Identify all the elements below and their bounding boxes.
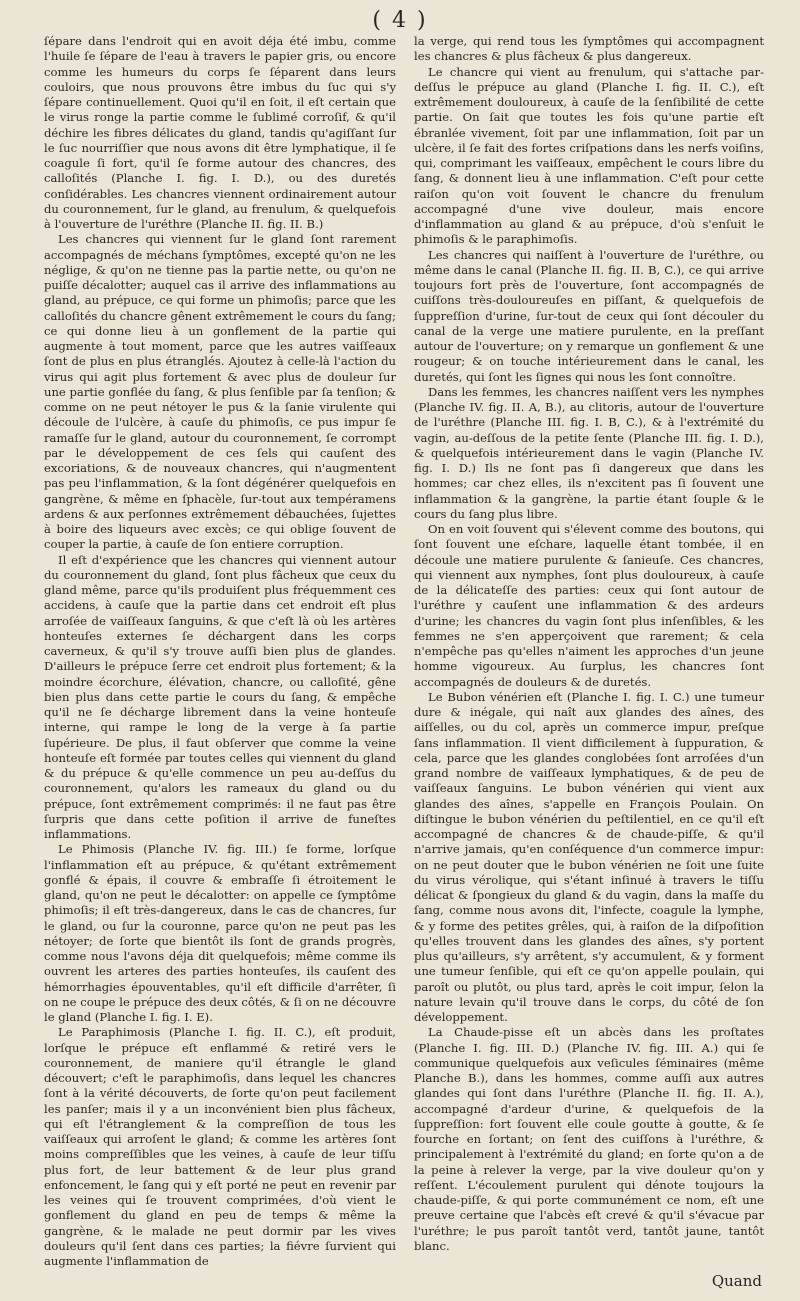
paragraph: la verge, qui rend tous les ſymptômes qui accompagnent les chancres & plus fâcheux & plus dangereux.: [414, 34, 764, 64]
paragraph: Le Bubon vénérien eſt (Planche I. fig. I. C.) une tumeur dure & inégale, qui naît aux glandes des aînes, des aiſſelles, ou du col, après un commerce impur, preſque ſans inflammation. Il vient difficilement à ſuppuration, & cela, parce que les glandes conglobées ſont arroſées d'un grand nombre de vaiſſeaux lymphatiques, & de peu de vaiſſeaux ſanguins. Le bubon vénérien qui vient aux glandes des aînes, s'appelle en François Poulain. On diſtingue le bubon vénérien du peſtilentiel, en ce qu'il eſt accompagné de chancres & de chaude-piſſe, & qu'il n'arrive jamais, qu'en conſéquence d'un commerce impur: on ne peut douter que le bubon vénérien ne ſoit une ſuite du virus vérolique, qui s'étant inſinué à travers le tiſſu délicat & ſpongieux du gland & du vagin, dans la maſſe du ſang, comme nous avons dit, l'infecte, coagule la lymphe, & y forme des petites grêles, qui, à raiſon de la diſpoſition qu'elles trouvent dans les glandes des aînes, s'y portent plus qu'ailleurs, s'y arrêtent, s'y accumulent, & y forment une tumeur ſenſible, qui eſt ce qu'on appelle poulain, qui paroît ou plutôt, ou plus tard, après le coit impur, ſelon la nature levain qu'il trouve dans le corps, du côté de ſon développement.: [414, 689, 764, 1024]
paragraph: Dans les femmes, les chancres naiſſent vers les nymphes (Planche IV. fig. II. A, B.), au clitoris, autour de l'ouverture de l'uréthre (Planche III. fig. I. B, C.), & à l'extrémité du vagin, au-deſſous de la petite ſente (Planche III. fig. I. D.), & quelquefois intérieurement dans le vagin (Planche IV. fig. I. D.) Ils ne ſont pas ſi dangereux que dans les hommes; car chez elles, ils n'excitent pas ſi ſouvent une inflammation & la gangrène, la partie étant ſouple & le cours du ſang plus libre.: [414, 384, 764, 521]
paragraph: ſépare dans l'endroit qui en avoit déja été imbu, comme l'huile ſe ſépare de l'eau à travers le papier gris, ou encore comme les humeurs du corps ſe ſéparent dans leurs couloirs, que nous prouvons être imbus du ſuc qui s'y ſépare continuellement. Quoi qu'il en ſoit, il eſt certain que le virus ronge la partie comme le ſublimé corroſif, & qu'il déchire les fibres délicates du gland, tandis qu'agiſſant ſur le ſuc nourriſſier que nous avons dit être lymphatique, il ſe coagule ſi fort, qu'il ſe forme autour des chancres, des calloſités (Planche I. fig. I. D.), ou des duretés conſidérables. Les chancres viennent ordinairement autour du couronnement, ſur le gland, au frenulum, & quelquefois à l'ouverture de l'uréthre (Planche II. fig. II. B.): [44, 34, 396, 231]
page-number: ( 4 ): [372, 8, 428, 33]
paragraph: Le Phimosis (Planche IV. fig. III.) ſe forme, lorſque l'inflammation eſt au prépuce, & qu'étant extrêmement gonflé & épais, il couvre & embraſſe ſi étroitement le gland, qu'on ne peut le décalotter: on appelle ce ſymptôme phimoſis; il eſt très-dangereux, dans le cas de chancres, ſur le gland, ou ſur la couronne, parce qu'on ne peut pas les nétoyer; de ſorte que bientôt ils ſont de grands progrès, comme nous l'avons déja dit quelquefois; même comme ils ouvrent les arteres des parties honteuſes, ils cauſent des hémorrhagies épouventables, qu'il eſt difficile d'arrêter, ſi on ne coupe le prépuce des deux côtés, & ſi on ne découvre le gland (Planche I. fig. I. E).: [44, 842, 396, 1024]
paragraph: Le chancre qui vient au frenulum, qui s'attache par-deſſus le prépuce au gland (Planche I. fig. II. C.), eſt extrêmement douloureux, à cauſe de la ſenſibilité de cette partie. On ſait que toutes les fois qu'une partie eſt ébranlée vivement, ſoit par une inflammation, ſoit par un ulcère, il ſe fait des fortes criſpations dans les nerfs voiſins, qui, comprimant les vaiſſeaux, empêchent le cours libre du ſang, & donnent lieu à une inflammation. C'eſt pour cette raiſon qu'on voit ſouvent le chancre du frenulum accompagné d'une vive douleur, mais encore d'inflammation au gland & au prépuce, d'où s'enſuit le phimoſis & le paraphimoſis.: [414, 64, 764, 247]
paragraph: La Chaude-pisse eſt un abcès dans les proſtates (Planche I. fig. III. D.) (Planche IV. fig. III. A.) qui ſe communique quelquefois aux veſicules ſéminaires (même Planche B.), dans les hommes, comme auſſi aux autres glandes qui ſont dans l'uréthre (Planche II. fig. II. A.), accompagné d'ardeur d'urine, & quelquefois de la ſuppreſſion: fort ſouvent elle coule goutte à goutte, & ſe fourche en ſortant; on ſent des cuiſſons à l'uréthre, & principalement à l'extrémité du gland; en ſorte qu'on a de la peine à relever la verge, par la vive douleur qu'on y reſſent. L'écoulement purulent qui dénote toujours la chaude-piſſe, & qui porte communément ce nom, eſt une preuve certaine que l'abcès eſt crevé & qu'il s'évacue par l'uréthre; le pus paroît tantôt verd, tantôt jaune, tantôt blanc.: [414, 1025, 764, 1253]
paragraph: On en voit ſouvent qui s'élevent comme des boutons, qui ſont ſouvent une eſchare, laquelle étant tombée, il en découle une matiere purulente & ſanieuſe. Ces chancres, qui viennent aux nymphes, ſont plus douloureux, à cauſe de la délicateſſe des parties: ceux qui ſont autour de l'uréthre y cauſent une inflammation & des ardeurs d'urine; les chancres du vagin ſont plus inſenſibles, & les femmes ne s'en apperçoivent que rarement; & cela n'empêche pas qu'elles n'aiment les approches d'un jeune homme vigoureux. Au ſurplus, les chancres ſont accompagnés de douleurs & de duretés.: [414, 522, 764, 689]
paragraph: Il eſt d'expérience que les chancres qui viennent autour du couronnement du gland, ſont plus fâcheux que ceux du gland même, parce qu'ils produiſent plus fréquemment ces accidens, à cauſe que la partie dans cet endroit eſt plus arroſée de vaiſſeaux ſanguins, & que c'eſt là où les artères honteuſes externes ſe déchargent dans les corps caverneux, & qu'il s'y trouve auſſi bien plus de glandes. D'ailleurs le prépuce ſerre cet endroit plus fortement; & la moindre écorchure, élévation, chancre, ou calloſité, gêne bien plus dans cette partie le cours du ſang, & empêche qu'il ne ſe décharge librement dans la veine honteuſe interne, qui rampe le long de la verge à ſa partie ſupérieure. De plus, il faut obſerver que comme la veine honteuſe eſt formée par toutes celles qui viennent du gland & du prépuce & qu'elle commence un peu au-deſſus du couronnement, qu'alors les rameaux du gland ou du prépuce, ſont extrêmement comprimés: il ne faut pas être ſurpris que dans cette poſition il arrive de funeſtes inflammations.: [44, 552, 396, 841]
paragraph: Les chancres qui naiſſent à l'ouverture de l'uréthre, ou même dans le canal (Planche II. fig. II. B, C.), ce qui arrive toujours fort près de l'ouverture, ſont accompagnés de cuiſſons très-douloureuſes en piſſant, & quelquefois de ſuppreſſion d'urine, ſur-tout de ceux qui ſont découler du canal de la verge une matiere purulente, en la preſſant autour de l'ouverture; on y remarque un gonflement & une rougeur; & on touche intérieurement dans le canal, les duretés, qui ſont les ſignes qui nous les ſont connoître.: [414, 247, 764, 384]
paragraph: Les chancres qui viennent ſur le gland ſont rarement accompagnés de méchans ſymptômes, excepté qu'on ne les néglige, & qu'on ne tienne pas la partie nette, ou qu'on ne puiſſe décalotter; auquel cas il arrive des inflammations au gland, au prépuce, ce qui forme un phimoſis; parce que les calloſités du chancre gênent extrêmement le cours du ſang; ce qui donne lieu à un gonflement de la partie qui augmente à tout moment, parce que les autres vaiſſeaux ſont de plus en plus étranglés. Ajoutez à celle-là l'action du virus qui agit plus fortement & avec plus de douleur ſur une partie gonflée du ſang, & plus ſenſible par ſa tenſion; & comme on ne peut nétoyer le pus & la ſanie virulente qui découle de l'ulcère, à cauſe du phimoſis, ce pus impur ſe ramaſſe ſur le gland, autour du couronnement, ſe corrompt par le développement de ces ſels qui cauſent des excoriations, & de nouveaux chancres, qui n'augmentent pas peu l'inflammation, & la ſont dégénérer quelquefois en gangrène, & même en ſphacèle, ſur-tout aux tempéramens ardens & aux perſonnes extrêmement débauchées, ſujettes à boire des liqueurs avec excès; ce qui oblige ſouvent de couper la partie, à cauſe de ſon entiere corruption.: [44, 232, 396, 552]
catchword: Quand: [711, 1272, 762, 1290]
paragraph: Le Paraphimosis (Planche I. fig. II. C.), eſt produit, lorſque le prépuce eſt enflammé & retiré vers le couronnement, de maniere qu'il étrangle le gland découvert; c'eſt le paraphimoſis, dans lequel les chancres ſont à la vérité découverts, de ſorte qu'on peut facilement les panſer; mais il y a un inconvénient bien plus fâcheux, qui eſt l'étranglement & la compreſſion de tous les vaiſſeaux qui arroſent le gland; & comme les artères ſont moins compreſſibles que les veines, à cauſe de leur tiſſu plus fort, de leur battement & de leur plus grand enfoncement, le ſang qui y eſt porté ne peut en revenir par les veines qui ſe trouvent comprimées, d'où vient le gonflement du gland en peu de temps & même la gangrène, & le malade ne peut dormir par les vives douleurs qu'il ſent dans ces parties; la fiévre ſurvient qui augmente l'inflammation de: [44, 1025, 396, 1268]
right-column: [414, 34, 764, 1254]
left-column: [44, 34, 396, 1269]
